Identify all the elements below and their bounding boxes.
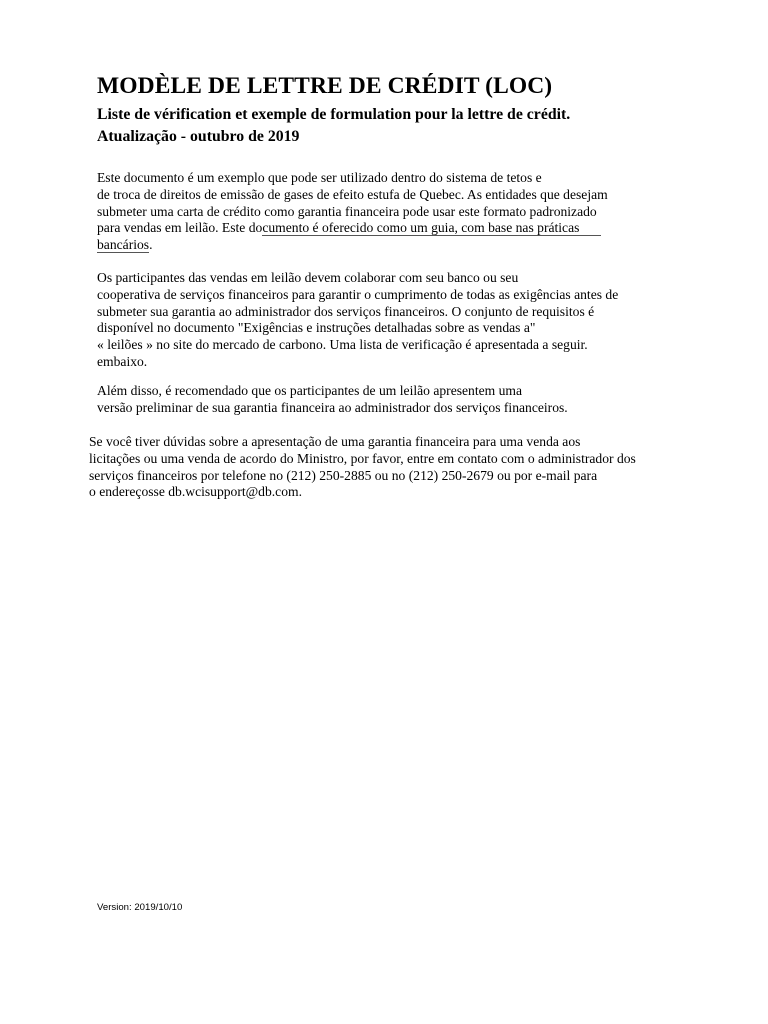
paragraph-line: licitações ou uma venda de acordo do Ministro, por favor, entre em contato com o administrador dos <box>89 450 636 466</box>
paragraph-line: Além disso, é recomendado que os participantes de um leilão apresentem uma <box>97 383 523 398</box>
paragraph-line: Os participantes das vendas em leilão devem colaborar com seu banco ou seu <box>97 270 519 285</box>
paragraph-line: versão preliminar de sua garantia financeira ao administrador dos serviços financeiros. <box>97 399 568 415</box>
paragraph-line: embaixo. <box>97 353 148 369</box>
contact-paragraph <box>89 434 636 501</box>
document-subtitle: Liste de vérification et exemple de formulation pour la lettre de crédit. <box>97 106 571 123</box>
paragraph-line: Este documento é um exemplo que pode ser utilizado dentro do sistema de tetos e <box>97 170 542 185</box>
paragraph-line: cooperativa de serviços financeiros para garantir o cumprimento de todas as exigências antes de <box>97 286 619 302</box>
paragraph-line: submeter uma carta de crédito como garantia financeira pode usar este formato padronizado <box>97 203 597 219</box>
version-label: Version: 2019/10/10 <box>97 902 183 913</box>
paragraph-line <box>97 220 608 237</box>
paragraph-text: . <box>149 237 153 253</box>
requirements-paragraph <box>97 270 618 371</box>
paragraph-line: serviços financeiros por telefone no (212) 250-2885 ou no (212) 250-2679 ou por e-mail para <box>89 467 598 483</box>
paragraph-line: Se você tiver dúvidas sobre a apresentação de uma garantia financeira para uma venda aos <box>89 434 581 449</box>
recommendation-paragraph <box>97 383 568 417</box>
paragraph-line: « leilões » no site do mercado de carbono. Uma lista de verificação é apresentada a seguir. <box>97 337 588 353</box>
document-title: MODÈLE DE LETTRE DE CRÉDIT (LOC) <box>97 73 553 99</box>
update-date: Atualização - outubro de 2019 <box>97 128 300 145</box>
underlined-text: cumento é oferecido como um guia, com base nas práticas <box>262 220 601 236</box>
paragraph-text: para vendas em leilão. Este do <box>97 220 263 236</box>
paragraph-line <box>97 237 608 254</box>
underlined-text: bancários <box>97 237 150 253</box>
paragraph-line: submeter sua garantia ao administrador dos serviços financeiros. O conjunto de requisitos é <box>97 303 595 319</box>
intro-paragraph <box>97 170 608 254</box>
paragraph-line: disponível no documento "Exigências e instruções detalhadas sobre as vendas a" <box>97 320 536 336</box>
paragraph-line: de troca de direitos de emissão de gases de efeito estufa de Quebec. As entidades que desejam <box>97 186 608 202</box>
paragraph-line: o endereçosse db.wcisupport@db.com. <box>89 484 302 500</box>
